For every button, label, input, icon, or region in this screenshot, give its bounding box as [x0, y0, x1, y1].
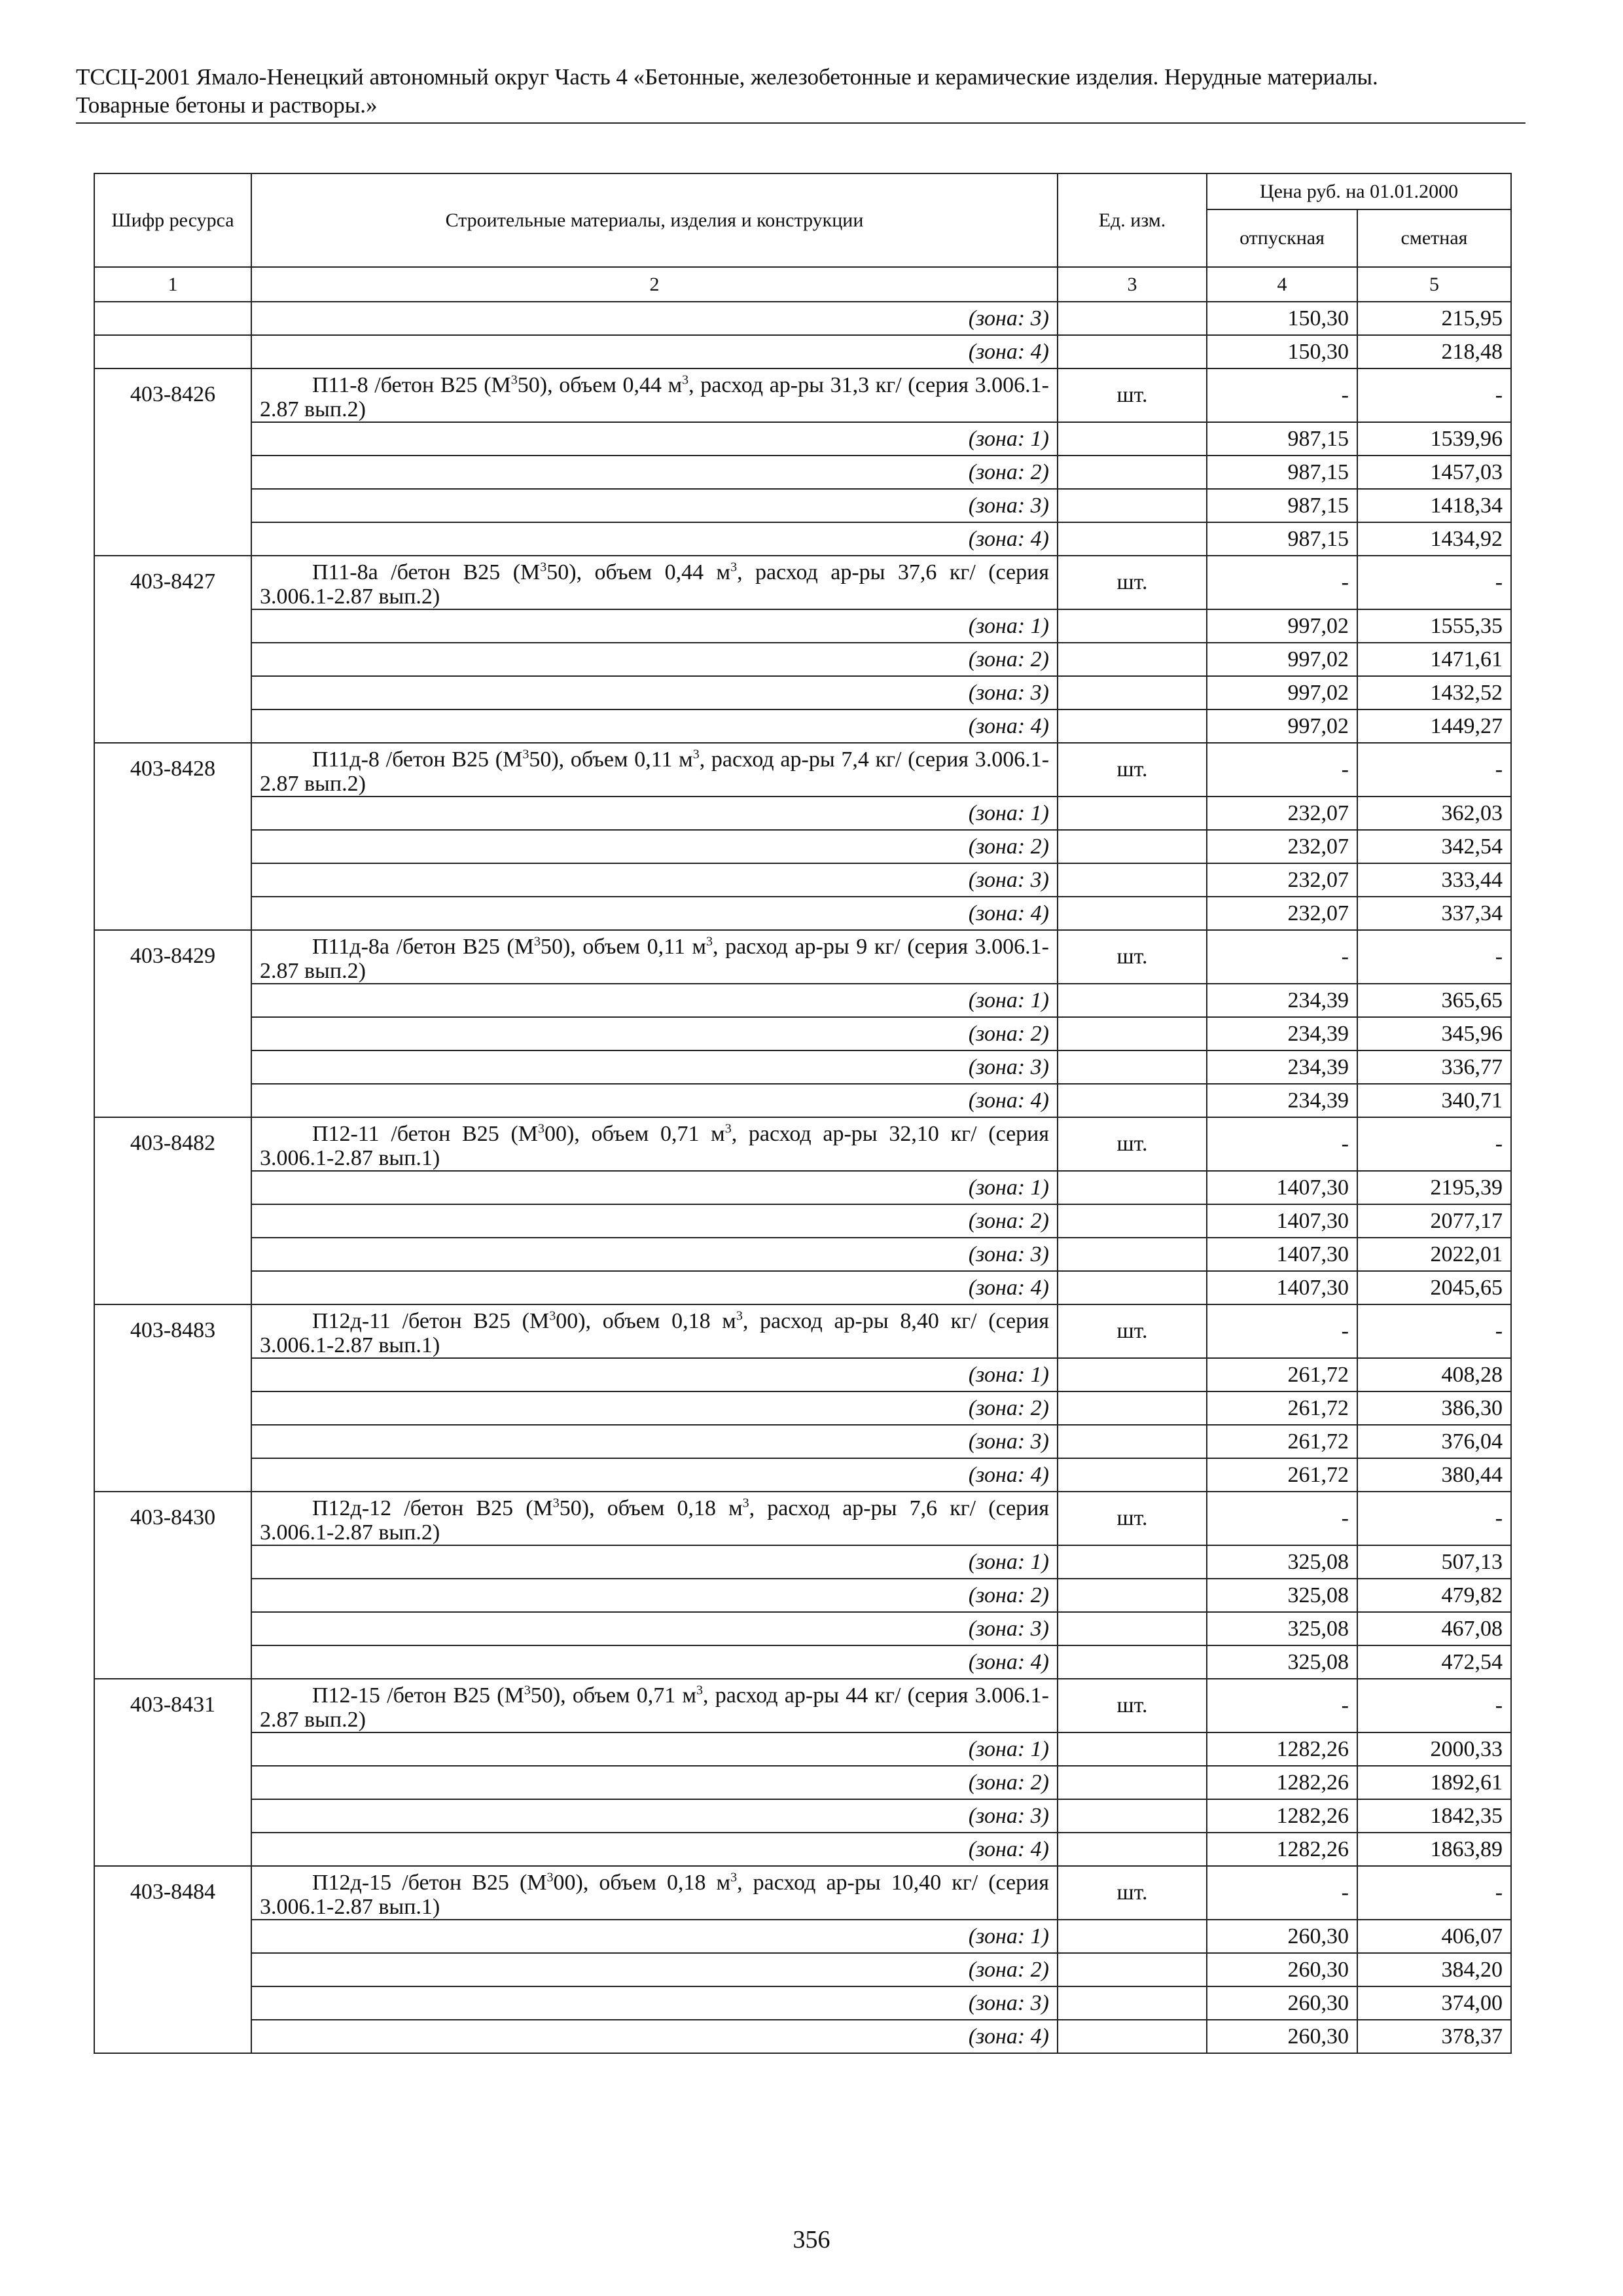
release-price: -: [1207, 1866, 1357, 1920]
item-description: [251, 1304, 1058, 1358]
unit-cell: [1058, 1271, 1207, 1304]
table-row: [94, 609, 1511, 643]
unit-cell: [1058, 1732, 1207, 1766]
document-header: [76, 63, 1525, 119]
unit-cell: [1058, 1645, 1207, 1679]
release-price: 987,15: [1207, 489, 1357, 522]
estimate-price: -: [1357, 1117, 1511, 1171]
zone-label: (зона: 2): [251, 1204, 1058, 1238]
unit-cell: шт.: [1058, 743, 1207, 797]
item-description-text: П11-8а /бетон В25 $(М^350)$, объем 0,44 $м^3$, расход ар-ры 37,6 кг/ (серия 3.006.1-2.87 вып.2): [260, 560, 1049, 609]
table-row: [94, 1017, 1511, 1050]
unit-cell: шт.: [1058, 556, 1207, 609]
superscript-3: 3: [510, 372, 518, 387]
unit-cell: шт.: [1058, 1679, 1207, 1732]
release-price: 997,02: [1207, 709, 1357, 743]
zone-label: (зона: 4): [251, 1833, 1058, 1866]
table-row: [94, 1117, 1511, 1171]
col-header-code: Шифр ресурса: [94, 173, 251, 267]
zone-label: (зона: 4): [251, 1271, 1058, 1304]
header-line-1: ТССЦ-2001 Ямало-Ненецкий автономный округ Часть 4 «Бетонные, железобетонные и керамические изделия. Нерудные материалы.: [76, 64, 1378, 90]
estimate-price: -: [1357, 1866, 1511, 1920]
release-price: 997,02: [1207, 676, 1357, 709]
superscript-3: 3: [692, 747, 700, 762]
release-price: 325,08: [1207, 1645, 1357, 1679]
estimate-price: 333,44: [1357, 863, 1511, 897]
zone-label: (зона: 1): [251, 984, 1058, 1017]
table-row: [94, 1050, 1511, 1084]
zone-label: (зона: 4): [251, 1458, 1058, 1492]
header-line-2: Товарные бетоны и растворы.»: [76, 92, 378, 118]
zone-label: (зона: 4): [251, 335, 1058, 368]
price-table-body: [94, 302, 1511, 2053]
table-row: [94, 368, 1511, 422]
table-row: [94, 1645, 1511, 1679]
item-description: [251, 556, 1058, 609]
estimate-price: 215,95: [1357, 302, 1511, 335]
col-number: 1: [94, 267, 251, 302]
release-price: 260,30: [1207, 2020, 1357, 2053]
release-price: 1282,26: [1207, 1799, 1357, 1833]
item-description-text: П12д-15 /бетон В25 $(М^300)$, объем 0,18 $м^3$, расход ар-ры 10,40 кг/ (серия 3.006.1-2.87 вып.1): [260, 1870, 1049, 1919]
table-row: [94, 422, 1511, 456]
estimate-price: 1863,89: [1357, 1833, 1511, 1866]
estimate-price: 1892,61: [1357, 1766, 1511, 1799]
col-number: 4: [1207, 267, 1357, 302]
release-price: 150,30: [1207, 335, 1357, 368]
estimate-price: 1471,61: [1357, 643, 1511, 676]
unit-cell: [1058, 797, 1207, 830]
release-price: 234,39: [1207, 1084, 1357, 1117]
table-row: [94, 1238, 1511, 1271]
zone-label: (зона: 1): [251, 797, 1058, 830]
zone-label: (зона: 1): [251, 1358, 1058, 1391]
unit-cell: [1058, 1579, 1207, 1612]
zone-label: (зона: 4): [251, 522, 1058, 556]
unit-cell: [1058, 1612, 1207, 1645]
unit-cell: [1058, 863, 1207, 897]
estimate-price: 218,48: [1357, 335, 1511, 368]
table-row: [94, 1833, 1511, 1866]
resource-code: 403-8430: [94, 1492, 251, 1679]
estimate-price: 479,82: [1357, 1579, 1511, 1612]
table-row: [94, 456, 1511, 489]
zone-label: (зона: 3): [251, 1986, 1058, 2020]
release-price: 987,15: [1207, 522, 1357, 556]
superscript-3: 3: [730, 560, 738, 575]
unit-cell: [1058, 1986, 1207, 2020]
table-row: [94, 1458, 1511, 1492]
unit-cell: шт.: [1058, 1304, 1207, 1358]
release-price: -: [1207, 1679, 1357, 1732]
table-row: [94, 1799, 1511, 1833]
estimate-price: 342,54: [1357, 830, 1511, 863]
item-description: [251, 1679, 1058, 1732]
estimate-price: 2077,17: [1357, 1204, 1511, 1238]
table-row: [94, 1084, 1511, 1117]
zone-label: (зона: 2): [251, 456, 1058, 489]
table-row: [94, 676, 1511, 709]
estimate-price: 1555,35: [1357, 609, 1511, 643]
table-row: [94, 1304, 1511, 1358]
zone-label: (зона: 3): [251, 1612, 1058, 1645]
superscript-3: 3: [682, 372, 689, 387]
table-row: [94, 1986, 1511, 2020]
col-header-release: отпускная: [1207, 209, 1357, 267]
zone-label: (зона: 2): [251, 830, 1058, 863]
item-description-text: П11-8 /бетон В25 $(М^350)$, объем 0,44 $м^3$, расход ар-ры 31,3 кг/ (серия 3.006.1-2.87 вып.2): [260, 372, 1050, 422]
superscript-3: 3: [522, 747, 529, 762]
estimate-price: 507,13: [1357, 1545, 1511, 1579]
superscript-3: 3: [546, 1870, 554, 1885]
release-price: 261,72: [1207, 1391, 1357, 1425]
unit-cell: [1058, 1833, 1207, 1866]
unit-cell: [1058, 335, 1207, 368]
resource-code: 403-8426: [94, 368, 251, 556]
col-number: 3: [1058, 267, 1207, 302]
table-row: [94, 1612, 1511, 1645]
col-header-estimate: сметная: [1357, 209, 1511, 267]
resource-code: 403-8482: [94, 1117, 251, 1304]
zone-label: (зона: 3): [251, 1238, 1058, 1271]
release-price: 1407,30: [1207, 1238, 1357, 1271]
release-price: -: [1207, 368, 1357, 422]
release-price: 325,08: [1207, 1612, 1357, 1645]
estimate-price: -: [1357, 930, 1511, 984]
item-description: [251, 1866, 1058, 1920]
superscript-3: 3: [724, 1121, 732, 1136]
table-row: [94, 797, 1511, 830]
release-price: -: [1207, 930, 1357, 984]
resource-code: 403-8429: [94, 930, 251, 1117]
estimate-price: 336,77: [1357, 1050, 1511, 1084]
estimate-price: 1842,35: [1357, 1799, 1511, 1833]
unit-cell: [1058, 2020, 1207, 2053]
zone-label: (зона: 2): [251, 1017, 1058, 1050]
superscript-3: 3: [540, 560, 547, 575]
unit-cell: [1058, 456, 1207, 489]
unit-cell: [1058, 643, 1207, 676]
table-row: [94, 1171, 1511, 1204]
item-description: [251, 1492, 1058, 1545]
release-price: -: [1207, 556, 1357, 609]
resource-code: 403-8427: [94, 556, 251, 743]
table-row: [94, 1358, 1511, 1391]
item-description: [251, 743, 1058, 797]
unit-cell: [1058, 422, 1207, 456]
unit-cell: [1058, 709, 1207, 743]
unit-cell: [1058, 1458, 1207, 1492]
estimate-price: 2000,33: [1357, 1732, 1511, 1766]
unit-cell: [1058, 1425, 1207, 1458]
zone-label: (зона: 4): [251, 2020, 1058, 2053]
estimate-price: 337,34: [1357, 897, 1511, 930]
superscript-3: 3: [538, 1121, 545, 1136]
superscript-3: 3: [696, 1683, 704, 1698]
estimate-price: 467,08: [1357, 1612, 1511, 1645]
zone-label: (зона: 2): [251, 1579, 1058, 1612]
estimate-price: 374,00: [1357, 1986, 1511, 2020]
table-row: [94, 1579, 1511, 1612]
unit-cell: [1058, 1545, 1207, 1579]
estimate-price: -: [1357, 556, 1511, 609]
release-price: 997,02: [1207, 609, 1357, 643]
unit-cell: шт.: [1058, 1492, 1207, 1545]
item-description-text: П12-15 /бетон В25 $(М^350)$, объем 0,71 $м^3$, расход ар-ры 44 кг/ (серия 3.006.1-2.87 вып.2): [260, 1683, 1049, 1732]
unit-cell: [1058, 1084, 1207, 1117]
release-price: 260,30: [1207, 1986, 1357, 2020]
release-price: 232,07: [1207, 797, 1357, 830]
estimate-price: 384,20: [1357, 1953, 1511, 1986]
zone-label: (зона: 1): [251, 1732, 1058, 1766]
item-description: [251, 930, 1058, 984]
table-row: [94, 1866, 1511, 1920]
resource-code: 403-8428: [94, 743, 251, 930]
zone-label: (зона: 3): [251, 302, 1058, 335]
table-row: [94, 556, 1511, 609]
release-price: 261,72: [1207, 1358, 1357, 1391]
zone-label: (зона: 3): [251, 863, 1058, 897]
table-row: [94, 522, 1511, 556]
zone-label: (зона: 4): [251, 897, 1058, 930]
price-table: [94, 173, 1512, 2054]
estimate-price: 1449,27: [1357, 709, 1511, 743]
unit-cell: [1058, 897, 1207, 930]
release-price: 1407,30: [1207, 1171, 1357, 1204]
zone-label: (зона: 1): [251, 1171, 1058, 1204]
superscript-3: 3: [742, 1496, 749, 1511]
release-price: 234,39: [1207, 1017, 1357, 1050]
item-description: [251, 1117, 1058, 1171]
code-cell: [94, 335, 251, 368]
release-price: 987,15: [1207, 456, 1357, 489]
zone-label: (зона: 3): [251, 676, 1058, 709]
unit-cell: [1058, 676, 1207, 709]
estimate-price: 376,04: [1357, 1425, 1511, 1458]
estimate-price: -: [1357, 743, 1511, 797]
release-price: 987,15: [1207, 422, 1357, 456]
release-price: 1282,26: [1207, 1766, 1357, 1799]
unit-cell: [1058, 830, 1207, 863]
item-description: [251, 368, 1058, 422]
zone-label: (зона: 2): [251, 1766, 1058, 1799]
zone-label: (зона: 3): [251, 1050, 1058, 1084]
col-header-price: Цена руб. на 01.01.2000: [1207, 173, 1511, 209]
table-row: [94, 1920, 1511, 1953]
resource-code: 403-8483: [94, 1304, 251, 1492]
unit-cell: [1058, 489, 1207, 522]
estimate-price: 1434,92: [1357, 522, 1511, 556]
col-number: 5: [1357, 267, 1511, 302]
estimate-price: 1539,96: [1357, 422, 1511, 456]
unit-cell: [1058, 609, 1207, 643]
release-price: -: [1207, 743, 1357, 797]
estimate-price: -: [1357, 1304, 1511, 1358]
release-price: 260,30: [1207, 1953, 1357, 1986]
estimate-price: 1432,52: [1357, 676, 1511, 709]
release-price: 1407,30: [1207, 1271, 1357, 1304]
zone-label: (зона: 1): [251, 1545, 1058, 1579]
zone-label: (зона: 4): [251, 709, 1058, 743]
superscript-3: 3: [549, 1308, 556, 1323]
zone-label: (зона: 2): [251, 1953, 1058, 1986]
page-number: 356: [793, 2226, 830, 2253]
unit-cell: [1058, 1017, 1207, 1050]
estimate-price: 380,44: [1357, 1458, 1511, 1492]
release-price: 997,02: [1207, 643, 1357, 676]
release-price: 260,30: [1207, 1920, 1357, 1953]
release-price: 261,72: [1207, 1425, 1357, 1458]
estimate-price: -: [1357, 1679, 1511, 1732]
estimate-price: 340,71: [1357, 1084, 1511, 1117]
zone-label: (зона: 3): [251, 1799, 1058, 1833]
estimate-price: 362,03: [1357, 797, 1511, 830]
table-row: [94, 1492, 1511, 1545]
zone-label: (зона: 2): [251, 643, 1058, 676]
estimate-price: 406,07: [1357, 1920, 1511, 1953]
unit-cell: шт.: [1058, 1866, 1207, 1920]
table-row: [94, 302, 1511, 335]
release-price: 1282,26: [1207, 1833, 1357, 1866]
superscript-3: 3: [552, 1496, 560, 1511]
table-row: [94, 863, 1511, 897]
header-rule: [76, 122, 1525, 124]
table-row: [94, 1204, 1511, 1238]
table-row: [94, 1732, 1511, 1766]
estimate-price: 2195,39: [1357, 1171, 1511, 1204]
release-price: 325,08: [1207, 1579, 1357, 1612]
estimate-price: 1457,03: [1357, 456, 1511, 489]
item-description-text: П12-11 /бетон В25 $(М^300)$, объем 0,71 $м^3$, расход ар-ры 32,10 кг/ (серия 3.006.1-2.87 вып.1): [260, 1121, 1049, 1170]
table-row: [94, 1391, 1511, 1425]
table-row: [94, 709, 1511, 743]
col-number: 2: [251, 267, 1058, 302]
unit-cell: [1058, 1050, 1207, 1084]
unit-cell: [1058, 1920, 1207, 1953]
zone-label: (зона: 1): [251, 1920, 1058, 1953]
release-price: 232,07: [1207, 897, 1357, 930]
release-price: 232,07: [1207, 830, 1357, 863]
code-cell: [94, 302, 251, 335]
estimate-price: 2045,65: [1357, 1271, 1511, 1304]
table-row: [94, 743, 1511, 797]
unit-cell: [1058, 1238, 1207, 1271]
table-row: [94, 1953, 1511, 1986]
table-row: [94, 830, 1511, 863]
zone-label: (зона: 4): [251, 1084, 1058, 1117]
release-price: 232,07: [1207, 863, 1357, 897]
table-row: [94, 1766, 1511, 1799]
table-row: [94, 1679, 1511, 1732]
unit-cell: шт.: [1058, 368, 1207, 422]
release-price: 234,39: [1207, 984, 1357, 1017]
table-row: [94, 643, 1511, 676]
release-price: -: [1207, 1304, 1357, 1358]
unit-cell: [1058, 302, 1207, 335]
zone-label: (зона: 1): [251, 422, 1058, 456]
unit-cell: [1058, 1953, 1207, 1986]
estimate-price: -: [1357, 368, 1511, 422]
unit-cell: [1058, 984, 1207, 1017]
superscript-3: 3: [534, 934, 541, 949]
superscript-3: 3: [730, 1870, 738, 1885]
col-header-unit: Ед. изм.: [1058, 173, 1207, 267]
table-row: [94, 897, 1511, 930]
estimate-price: -: [1357, 1492, 1511, 1545]
table-row: [94, 1271, 1511, 1304]
table-row: [94, 2020, 1511, 2053]
table-row: [94, 930, 1511, 984]
column-numbers-row: [94, 267, 1511, 302]
estimate-price: 408,28: [1357, 1358, 1511, 1391]
unit-cell: шт.: [1058, 1117, 1207, 1171]
zone-label: (зона: 3): [251, 1425, 1058, 1458]
unit-cell: [1058, 1766, 1207, 1799]
estimate-price: 472,54: [1357, 1645, 1511, 1679]
table-row: [94, 489, 1511, 522]
item-description-text: П12д-11 /бетон В25 $(М^300)$, объем 0,18 $м^3$, расход ар-ры 8,40 кг/ (серия 3.006.1-2.87 вып.1): [260, 1308, 1049, 1357]
release-price: 261,72: [1207, 1458, 1357, 1492]
zone-label: (зона: 2): [251, 1391, 1058, 1425]
release-price: 325,08: [1207, 1545, 1357, 1579]
estimate-price: 2022,01: [1357, 1238, 1511, 1271]
item-description-text: П11д-8а /бетон В25 $(М^350)$, объем 0,11 $м^3$, расход ар-ры 9 кг/ (серия 3.006.1-2.87 вып.2): [260, 934, 1050, 983]
item-description-text: П12д-12 /бетон В25 $(М^350)$, объем 0,18 $м^3$, расход ар-ры 7,6 кг/ (серия 3.006.1-2.87 вып.2): [260, 1496, 1049, 1545]
estimate-price: 345,96: [1357, 1017, 1511, 1050]
estimate-price: 1418,34: [1357, 489, 1511, 522]
release-price: -: [1207, 1492, 1357, 1545]
unit-cell: [1058, 1171, 1207, 1204]
superscript-3: 3: [736, 1308, 743, 1323]
zone-label: (зона: 4): [251, 1645, 1058, 1679]
item-description-text: П11д-8 /бетон В25 $(М^350)$, объем 0,11 $м^3$, расход ар-ры 7,4 кг/ (серия 3.006.1-2.87 вып.2): [260, 747, 1050, 796]
estimate-price: 365,65: [1357, 984, 1511, 1017]
unit-cell: [1058, 1799, 1207, 1833]
release-price: 234,39: [1207, 1050, 1357, 1084]
unit-cell: [1058, 1391, 1207, 1425]
unit-cell: [1058, 1204, 1207, 1238]
unit-cell: [1058, 522, 1207, 556]
resource-code: 403-8484: [94, 1866, 251, 2053]
table-row: [94, 335, 1511, 368]
col-header-name: Строительные материалы, изделия и конструкции: [251, 173, 1058, 267]
estimate-price: 378,37: [1357, 2020, 1511, 2053]
resource-code: 403-8431: [94, 1679, 251, 1866]
release-price: 1407,30: [1207, 1204, 1357, 1238]
release-price: -: [1207, 1117, 1357, 1171]
superscript-3: 3: [524, 1683, 531, 1698]
unit-cell: шт.: [1058, 930, 1207, 984]
zone-label: (зона: 3): [251, 489, 1058, 522]
zone-label: (зона: 1): [251, 609, 1058, 643]
release-price: 1282,26: [1207, 1732, 1357, 1766]
superscript-3: 3: [705, 934, 713, 949]
table-row: [94, 1545, 1511, 1579]
unit-cell: [1058, 1358, 1207, 1391]
release-price: 150,30: [1207, 302, 1357, 335]
table-row: [94, 1425, 1511, 1458]
estimate-price: 386,30: [1357, 1391, 1511, 1425]
table-row: [94, 984, 1511, 1017]
